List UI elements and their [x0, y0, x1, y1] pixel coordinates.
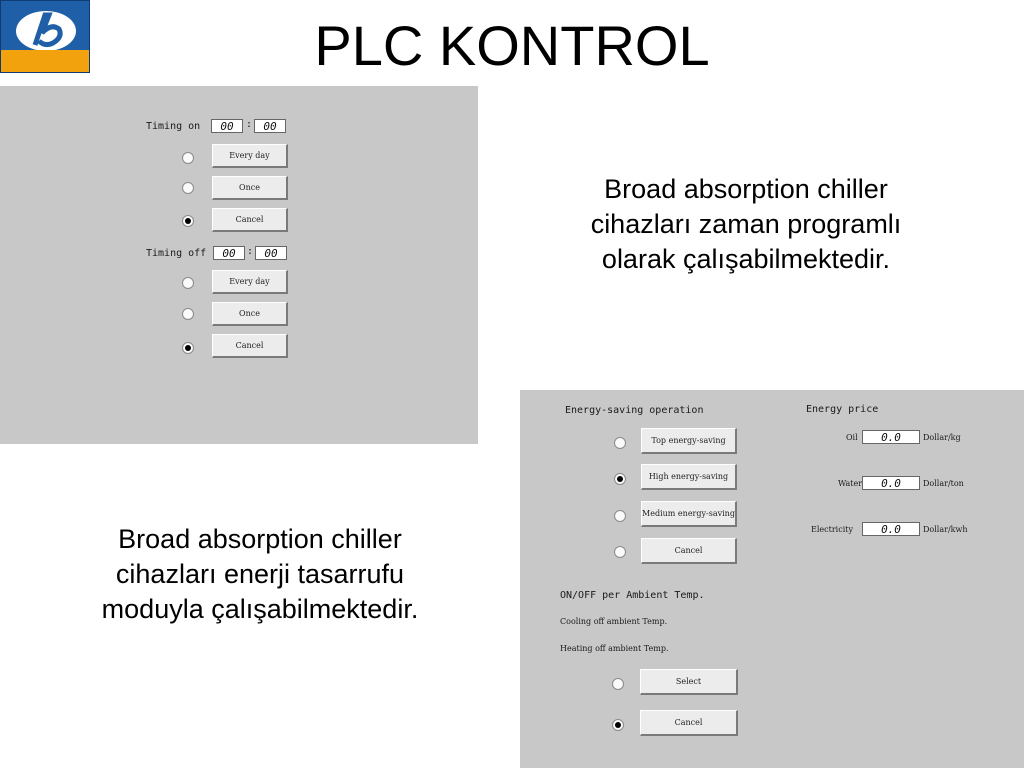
timing-on-once-button[interactable]: Once: [212, 176, 288, 200]
timing-on-every-day-radio[interactable]: [182, 152, 194, 164]
oil-price-field[interactable]: 0.0: [862, 430, 920, 444]
timing-off-every-day-radio[interactable]: [182, 277, 194, 289]
timing-off-cancel-button[interactable]: Cancel: [212, 334, 288, 358]
timing-off-once-radio[interactable]: [182, 308, 194, 320]
high-energy-saving-radio[interactable]: [614, 473, 626, 485]
electricity-price-field[interactable]: 0.0: [862, 522, 920, 536]
water-label: Water: [838, 479, 863, 488]
timing-on-hours-field[interactable]: 00: [211, 119, 243, 133]
timing-on-label: Timing on: [146, 121, 201, 132]
timing-off-label: Timing off: [146, 248, 207, 259]
timing-off-separator: :: [247, 246, 254, 257]
energy-saving-operation-title: Energy-saving operation: [565, 405, 704, 416]
ambient-temp-title: ON/OFF per Ambient Temp.: [560, 590, 705, 601]
timing-off-minutes-field[interactable]: 00: [255, 246, 287, 260]
page-title: PLC KONTROL: [314, 14, 710, 77]
timing-off-cancel-radio[interactable]: [182, 342, 194, 354]
electricity-unit: Dollar/kwh: [923, 525, 968, 534]
ambient-select-button[interactable]: Select: [640, 669, 738, 695]
timing-on-separator: :: [246, 119, 253, 130]
oil-label: Oil: [846, 433, 858, 442]
top-energy-saving-button[interactable]: Top energy-saving: [641, 428, 737, 454]
energy-description-line: moduyla çalışabilmektedir.: [101, 594, 419, 625]
heating-off-label: Heating off ambient Temp.: [560, 644, 669, 653]
timing-description-line: cihazları zaman programlı: [590, 209, 902, 240]
timing-panel: [0, 86, 478, 444]
top-energy-saving-radio[interactable]: [614, 437, 626, 449]
water-unit: Dollar/ton: [923, 479, 964, 488]
energy-cancel-button[interactable]: Cancel: [641, 538, 737, 564]
energy-description: [40, 522, 480, 627]
energy-description-line: Broad absorption chiller: [118, 524, 402, 554]
timing-description-line: Broad absorption chiller: [604, 174, 888, 204]
ambient-cancel-button[interactable]: Cancel: [640, 710, 738, 736]
timing-on-every-day-button[interactable]: Every day: [212, 144, 288, 168]
water-price-field[interactable]: 0.0: [862, 476, 920, 490]
energy-description-line: cihazları enerji tasarrufu: [115, 559, 405, 590]
timing-on-once-radio[interactable]: [182, 182, 194, 194]
ambient-cancel-radio[interactable]: [612, 719, 624, 731]
energy-panel: [520, 390, 1024, 768]
ambient-select-radio[interactable]: [612, 678, 624, 690]
energy-cancel-radio[interactable]: [614, 546, 626, 558]
electricity-label: Electricity: [811, 525, 853, 534]
medium-energy-saving-radio[interactable]: [614, 510, 626, 522]
timing-description: [526, 172, 966, 277]
timing-description-line: olarak çalışabilmektedir.: [601, 244, 891, 275]
timing-on-cancel-radio[interactable]: [182, 215, 194, 227]
timing-on-cancel-button[interactable]: Cancel: [212, 208, 288, 232]
timing-off-hours-field[interactable]: 00: [213, 246, 245, 260]
oil-unit: Dollar/kg: [923, 433, 961, 442]
medium-energy-saving-button[interactable]: Medium energy-saving: [641, 501, 737, 527]
cooling-off-label: Cooling off ambient Temp.: [560, 617, 668, 626]
timing-on-minutes-field[interactable]: 00: [254, 119, 286, 133]
timing-off-every-day-button[interactable]: Every day: [212, 270, 288, 294]
energy-price-title: Energy price: [806, 404, 879, 415]
high-energy-saving-button[interactable]: High energy-saving: [641, 464, 737, 490]
timing-off-once-button[interactable]: Once: [212, 302, 288, 326]
